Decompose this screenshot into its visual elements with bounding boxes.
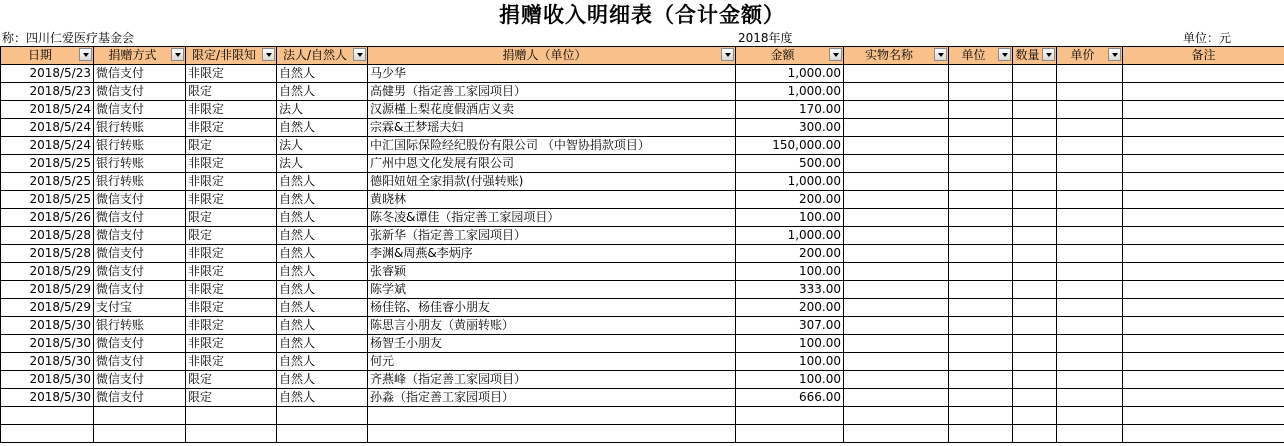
table-row <box>1 173 1284 191</box>
cell-amount[interactable]: 1,000.00 <box>736 227 844 245</box>
cell-entity-type[interactable]: 自然人 <box>277 335 368 353</box>
cell-quantity[interactable] <box>1013 299 1057 317</box>
cell-remarks[interactable] <box>1123 227 1284 245</box>
cell-unit[interactable] <box>949 389 1013 407</box>
header-entity-type-label: 法人/自然人 <box>282 48 348 62</box>
cell-item-name[interactable] <box>844 227 949 245</box>
cell-entity-type[interactable]: 自然人 <box>277 119 368 137</box>
header-date-label: 日期 <box>27 48 52 62</box>
cell-quantity[interactable] <box>1013 389 1057 407</box>
cell-unit[interactable] <box>949 335 1013 353</box>
cell-entity-type[interactable]: 自然人 <box>277 227 368 245</box>
cell-entity-type[interactable]: 自然人 <box>277 281 368 299</box>
cell-unit-price[interactable] <box>1057 65 1123 83</box>
table-row <box>1 119 1284 137</box>
cell-method[interactable]: 微信支付 <box>94 371 186 389</box>
empty-cell[interactable] <box>1123 407 1284 425</box>
cell-method[interactable]: 微信支付 <box>94 263 186 281</box>
table-row <box>1 353 1284 371</box>
header-remarks[interactable] <box>1123 47 1284 65</box>
cell-method[interactable]: 微信支付 <box>94 191 186 209</box>
cell-remarks[interactable] <box>1123 83 1284 101</box>
header-restriction-label: 限定/非限知 <box>191 48 257 62</box>
cell-remarks[interactable] <box>1123 191 1284 209</box>
cell-item-name[interactable] <box>844 65 949 83</box>
cell-amount[interactable]: 100.00 <box>736 263 844 281</box>
cell-restriction[interactable]: 非限定 <box>186 335 277 353</box>
cell-donor[interactable]: 杨智壬小朋友 <box>368 335 736 353</box>
cell-quantity[interactable] <box>1013 371 1057 389</box>
cell-restriction[interactable]: 非限定 <box>186 155 277 173</box>
cell-quantity[interactable] <box>1013 263 1057 281</box>
cell-amount[interactable]: 1,000.00 <box>736 65 844 83</box>
cell-method[interactable]: 微信支付 <box>94 389 186 407</box>
cell-entity-type[interactable]: 自然人 <box>277 65 368 83</box>
cell-unit-price[interactable] <box>1057 83 1123 101</box>
empty-cell[interactable] <box>1 407 94 425</box>
cell-restriction[interactable]: 非限定 <box>186 245 277 263</box>
cell-unit-price[interactable] <box>1057 191 1123 209</box>
year-label: 2018年度 <box>738 31 793 45</box>
header-unit-label: 单位 <box>961 48 986 62</box>
table-row <box>1 227 1284 245</box>
empty-cell[interactable] <box>186 407 277 425</box>
cell-unit[interactable] <box>949 371 1013 389</box>
cell-date[interactable]: 2018/5/24 <box>1 137 94 155</box>
cell-donor[interactable]: 中汇国际保险经纪股份有限公司 （中智协捐款项目） <box>368 137 736 155</box>
table-row <box>1 281 1284 299</box>
cell-amount[interactable]: 200.00 <box>736 245 844 263</box>
cell-unit-price[interactable] <box>1057 245 1123 263</box>
empty-cell[interactable] <box>186 425 277 443</box>
cell-remarks[interactable] <box>1123 335 1284 353</box>
cell-date[interactable]: 2018/5/30 <box>1 371 94 389</box>
cell-unit[interactable] <box>949 65 1013 83</box>
header-donor[interactable] <box>368 47 736 65</box>
empty-cell[interactable] <box>1123 425 1284 443</box>
cell-donor[interactable]: 黄晓林 <box>368 191 736 209</box>
header-amount-label: 金额 <box>770 48 795 62</box>
table-row <box>1 83 1284 101</box>
cell-amount[interactable]: 170.00 <box>736 101 844 119</box>
cell-restriction[interactable]: 限定 <box>186 209 277 227</box>
header-amount[interactable] <box>736 47 844 65</box>
cell-remarks[interactable] <box>1123 263 1284 281</box>
cell-amount[interactable]: 200.00 <box>736 299 844 317</box>
cell-remarks[interactable] <box>1123 371 1284 389</box>
cell-quantity[interactable] <box>1013 137 1057 155</box>
cell-quantity[interactable] <box>1013 245 1057 263</box>
table-row <box>1 335 1284 353</box>
filter-dropdown-icon[interactable] <box>998 48 1011 61</box>
cell-remarks[interactable] <box>1123 299 1284 317</box>
cell-item-name[interactable] <box>844 245 949 263</box>
cell-item-name[interactable] <box>844 173 949 191</box>
table-row <box>1 389 1284 407</box>
empty-cell[interactable] <box>1057 425 1123 443</box>
empty-cell[interactable] <box>949 425 1013 443</box>
cell-restriction[interactable]: 限定 <box>186 371 277 389</box>
cell-entity-type[interactable]: 法人 <box>277 155 368 173</box>
cell-quantity[interactable] <box>1013 227 1057 245</box>
cell-entity-type[interactable]: 法人 <box>277 101 368 119</box>
cell-entity-type[interactable]: 自然人 <box>277 389 368 407</box>
cell-date[interactable]: 2018/5/25 <box>1 173 94 191</box>
cell-unit[interactable] <box>949 119 1013 137</box>
cell-quantity[interactable] <box>1013 281 1057 299</box>
table-row <box>1 317 1284 335</box>
cell-amount[interactable]: 333.00 <box>736 281 844 299</box>
cell-remarks[interactable] <box>1123 137 1284 155</box>
cell-date[interactable]: 2018/5/26 <box>1 209 94 227</box>
cell-entity-type[interactable]: 自然人 <box>277 371 368 389</box>
cell-item-name[interactable] <box>844 335 949 353</box>
cell-unit[interactable] <box>949 299 1013 317</box>
cell-restriction[interactable]: 非限定 <box>186 65 277 83</box>
cell-item-name[interactable] <box>844 281 949 299</box>
filter-dropdown-icon[interactable] <box>829 48 842 61</box>
cell-donor[interactable]: 广州中恩文化发展有限公司 <box>368 155 736 173</box>
empty-cell[interactable] <box>1013 407 1057 425</box>
cell-item-name[interactable] <box>844 119 949 137</box>
cell-entity-type[interactable]: 自然人 <box>277 245 368 263</box>
cell-restriction[interactable]: 非限定 <box>186 101 277 119</box>
cell-restriction[interactable]: 非限定 <box>186 119 277 137</box>
empty-cell[interactable] <box>277 407 368 425</box>
cell-amount[interactable]: 100.00 <box>736 335 844 353</box>
cell-donor[interactable]: 李渊&周燕&李炳序 <box>368 245 736 263</box>
cell-amount[interactable]: 1,000.00 <box>736 83 844 101</box>
header-item-name-label: 实物名称 <box>864 48 913 62</box>
table-row <box>1 263 1284 281</box>
cell-amount[interactable]: 100.00 <box>736 209 844 227</box>
cell-unit[interactable] <box>949 353 1013 371</box>
cell-quantity[interactable] <box>1013 335 1057 353</box>
cell-amount[interactable]: 150,000.00 <box>736 137 844 155</box>
cell-method[interactable]: 银行转账 <box>94 155 186 173</box>
cell-unit[interactable] <box>949 245 1013 263</box>
cell-donor[interactable]: 宗霖&王梦瑶夫妇 <box>368 119 736 137</box>
cell-method[interactable]: 银行转账 <box>94 317 186 335</box>
header-quantity-label: 数量 <box>1015 48 1040 62</box>
cell-donor[interactable]: 马少华 <box>368 65 736 83</box>
cell-remarks[interactable] <box>1123 317 1284 335</box>
cell-remarks[interactable] <box>1123 155 1284 173</box>
cell-unit-price[interactable] <box>1057 389 1123 407</box>
empty-cell[interactable] <box>949 407 1013 425</box>
table-row <box>1 245 1284 263</box>
cell-remarks[interactable] <box>1123 65 1284 83</box>
table-row <box>1 137 1284 155</box>
cell-donor[interactable]: 高健男（指定善工家园项目） <box>368 83 736 101</box>
cell-method[interactable]: 微信支付 <box>94 65 186 83</box>
filter-dropdown-icon[interactable] <box>171 48 184 61</box>
cell-restriction[interactable]: 限定 <box>186 389 277 407</box>
cell-unit-price[interactable] <box>1057 353 1123 371</box>
cell-unit-price[interactable] <box>1057 209 1123 227</box>
cell-restriction[interactable]: 限定 <box>186 83 277 101</box>
filter-dropdown-icon[interactable] <box>353 48 366 61</box>
cell-unit-price[interactable] <box>1057 155 1123 173</box>
cell-date[interactable]: 2018/5/24 <box>1 119 94 137</box>
cell-item-name[interactable] <box>844 191 949 209</box>
cell-amount[interactable]: 1,000.00 <box>736 173 844 191</box>
cell-date[interactable]: 2018/5/25 <box>1 155 94 173</box>
cell-date[interactable]: 2018/5/29 <box>1 299 94 317</box>
empty-cell[interactable] <box>844 425 949 443</box>
cell-unit-price[interactable] <box>1057 371 1123 389</box>
cell-donor[interactable]: 陈思言小朋友（黄丽转账） <box>368 317 736 335</box>
cell-remarks[interactable] <box>1123 209 1284 227</box>
filter-dropdown-icon[interactable] <box>1042 48 1055 61</box>
cell-method[interactable]: 支付宝 <box>94 299 186 317</box>
table-row <box>1 101 1284 119</box>
filter-dropdown-icon[interactable] <box>79 48 92 61</box>
cell-remarks[interactable] <box>1123 281 1284 299</box>
cell-amount[interactable]: 666.00 <box>736 389 844 407</box>
cell-unit[interactable] <box>949 209 1013 227</box>
cell-donor[interactable]: 孙淼（指定善工家园项目） <box>368 389 736 407</box>
filter-dropdown-icon[interactable] <box>934 48 947 61</box>
cell-remarks[interactable] <box>1123 245 1284 263</box>
cell-donor[interactable]: 何元 <box>368 353 736 371</box>
cell-entity-type[interactable]: 自然人 <box>277 209 368 227</box>
empty-cell[interactable] <box>844 407 949 425</box>
cell-donor[interactable]: 齐燕峰（指定善工家园项目） <box>368 371 736 389</box>
cell-restriction[interactable]: 非限定 <box>186 317 277 335</box>
cell-entity-type[interactable]: 自然人 <box>277 83 368 101</box>
cell-quantity[interactable] <box>1013 173 1057 191</box>
unit-label: 单位：元 <box>1183 31 1232 45</box>
cell-date[interactable]: 2018/5/23 <box>1 83 94 101</box>
cell-method[interactable]: 微信支付 <box>94 353 186 371</box>
cell-entity-type[interactable]: 法人 <box>277 137 368 155</box>
cell-method[interactable]: 微信支付 <box>94 101 186 119</box>
cell-quantity[interactable] <box>1013 191 1057 209</box>
cell-quantity[interactable] <box>1013 317 1057 335</box>
cell-unit[interactable] <box>949 191 1013 209</box>
table-row <box>1 371 1284 389</box>
empty-row <box>1 425 1284 443</box>
cell-item-name[interactable] <box>844 83 949 101</box>
cell-date[interactable]: 2018/5/30 <box>1 335 94 353</box>
cell-donor[interactable]: 陈学斌 <box>368 281 736 299</box>
cell-unit[interactable] <box>949 281 1013 299</box>
table-row <box>1 209 1284 227</box>
header-row <box>1 47 1284 65</box>
empty-cell[interactable] <box>368 407 736 425</box>
header-method-label: 捐赠方式 <box>108 48 157 62</box>
cell-donor[interactable]: 德阳妞妞全家捐款(付强转账) <box>368 173 736 191</box>
cell-date[interactable]: 2018/5/23 <box>1 65 94 83</box>
cell-donor[interactable]: 杨佳铭、杨佳睿小朋友 <box>368 299 736 317</box>
cell-unit[interactable] <box>949 137 1013 155</box>
cell-unit[interactable] <box>949 101 1013 119</box>
header-quantity[interactable] <box>1013 47 1057 65</box>
cell-unit[interactable] <box>949 227 1013 245</box>
table-row <box>1 299 1284 317</box>
header-restriction[interactable] <box>186 47 277 65</box>
cell-unit-price[interactable] <box>1057 317 1123 335</box>
empty-cell[interactable] <box>94 407 186 425</box>
cell-unit[interactable] <box>949 173 1013 191</box>
empty-cell[interactable] <box>1013 425 1057 443</box>
organization-label: 称：四川仁爱医疗基金会 <box>2 31 135 45</box>
cell-amount[interactable]: 200.00 <box>736 191 844 209</box>
cell-unit-price[interactable] <box>1057 335 1123 353</box>
cell-unit[interactable] <box>949 155 1013 173</box>
cell-unit[interactable] <box>949 317 1013 335</box>
empty-row <box>1 407 1284 425</box>
filter-dropdown-icon[interactable] <box>721 48 734 61</box>
table-row <box>1 65 1284 83</box>
cell-method[interactable]: 银行转账 <box>94 119 186 137</box>
cell-donor[interactable]: 张睿颖 <box>368 263 736 281</box>
cell-remarks[interactable] <box>1123 101 1284 119</box>
header-date[interactable] <box>1 47 94 65</box>
cell-method[interactable]: 微信支付 <box>94 227 186 245</box>
cell-quantity[interactable] <box>1013 83 1057 101</box>
cell-amount[interactable]: 307.00 <box>736 317 844 335</box>
cell-amount[interactable]: 100.00 <box>736 371 844 389</box>
cell-restriction[interactable]: 非限定 <box>186 263 277 281</box>
cell-date[interactable]: 2018/5/28 <box>1 245 94 263</box>
header-unit-price-label: 单价 <box>1070 48 1095 62</box>
cell-restriction[interactable]: 非限定 <box>186 353 277 371</box>
cell-restriction[interactable]: 非限定 <box>186 191 277 209</box>
empty-cell[interactable] <box>736 407 844 425</box>
empty-cell[interactable] <box>368 425 736 443</box>
cell-restriction[interactable]: 限定 <box>186 137 277 155</box>
cell-amount[interactable]: 300.00 <box>736 119 844 137</box>
cell-item-name[interactable] <box>844 155 949 173</box>
cell-date[interactable]: 2018/5/25 <box>1 191 94 209</box>
spreadsheet-grid[interactable] <box>0 46 1284 443</box>
cell-unit-price[interactable] <box>1057 281 1123 299</box>
empty-cell[interactable] <box>1057 407 1123 425</box>
header-unit[interactable] <box>949 47 1013 65</box>
cell-quantity[interactable] <box>1013 101 1057 119</box>
cell-method[interactable]: 微信支付 <box>94 245 186 263</box>
table-row <box>1 191 1284 209</box>
cell-remarks[interactable] <box>1123 353 1284 371</box>
cell-method[interactable]: 银行转账 <box>94 173 186 191</box>
cell-restriction[interactable]: 限定 <box>186 227 277 245</box>
cell-entity-type[interactable]: 自然人 <box>277 353 368 371</box>
cell-item-name[interactable] <box>844 353 949 371</box>
cell-entity-type[interactable]: 自然人 <box>277 173 368 191</box>
cell-date[interactable]: 2018/5/30 <box>1 353 94 371</box>
cell-restriction[interactable]: 非限定 <box>186 281 277 299</box>
cell-unit-price[interactable] <box>1057 263 1123 281</box>
empty-cell[interactable] <box>94 425 186 443</box>
cell-donor[interactable]: 陈冬凌&谭佳（指定善工家园项目） <box>368 209 736 227</box>
cell-quantity[interactable] <box>1013 65 1057 83</box>
cell-entity-type[interactable]: 自然人 <box>277 263 368 281</box>
cell-unit-price[interactable] <box>1057 299 1123 317</box>
cell-unit-price[interactable] <box>1057 119 1123 137</box>
cell-item-name[interactable] <box>844 371 949 389</box>
cell-entity-type[interactable]: 自然人 <box>277 299 368 317</box>
cell-item-name[interactable] <box>844 101 949 119</box>
cell-remarks[interactable] <box>1123 389 1284 407</box>
cell-entity-type[interactable]: 自然人 <box>277 191 368 209</box>
cell-date[interactable]: 2018/5/24 <box>1 101 94 119</box>
cell-method[interactable]: 微信支付 <box>94 209 186 227</box>
header-entity-type[interactable] <box>277 47 368 65</box>
cell-quantity[interactable] <box>1013 353 1057 371</box>
cell-item-name[interactable] <box>844 209 949 227</box>
filter-dropdown-icon[interactable] <box>262 48 275 61</box>
cell-unit-price[interactable] <box>1057 227 1123 245</box>
cell-unit-price[interactable] <box>1057 137 1123 155</box>
header-remarks-label: 备注 <box>1191 48 1216 62</box>
table-row <box>1 155 1284 173</box>
cell-date[interactable]: 2018/5/28 <box>1 227 94 245</box>
cell-method[interactable]: 微信支付 <box>94 83 186 101</box>
cell-date[interactable]: 2018/5/30 <box>1 389 94 407</box>
cell-remarks[interactable] <box>1123 173 1284 191</box>
header-method[interactable] <box>94 47 186 65</box>
cell-date[interactable]: 2018/5/30 <box>1 317 94 335</box>
cell-unit[interactable] <box>949 83 1013 101</box>
cell-item-name[interactable] <box>844 299 949 317</box>
cell-amount[interactable]: 500.00 <box>736 155 844 173</box>
cell-quantity[interactable] <box>1013 119 1057 137</box>
cell-remarks[interactable] <box>1123 119 1284 137</box>
cell-amount[interactable]: 100.00 <box>736 353 844 371</box>
header-unit-price[interactable] <box>1057 47 1123 65</box>
cell-item-name[interactable] <box>844 389 949 407</box>
cell-unit-price[interactable] <box>1057 101 1123 119</box>
header-donor-label: 捐赠人（单位） <box>502 48 587 62</box>
cell-method[interactable]: 银行转账 <box>94 137 186 155</box>
header-item-name[interactable] <box>844 47 949 65</box>
cell-donor[interactable]: 张新华（指定善工家园项目） <box>368 227 736 245</box>
cell-item-name[interactable] <box>844 137 949 155</box>
cell-quantity[interactable] <box>1013 209 1057 227</box>
empty-cell[interactable] <box>277 425 368 443</box>
report-title: 捐赠收入明细表（合计金额） <box>499 2 785 27</box>
cell-item-name[interactable] <box>844 317 949 335</box>
cell-donor[interactable]: 汉源槿上梨花度假酒店义卖 <box>368 101 736 119</box>
empty-cell[interactable] <box>1 425 94 443</box>
cell-quantity[interactable] <box>1013 155 1057 173</box>
cell-restriction[interactable]: 非限定 <box>186 173 277 191</box>
cell-unit-price[interactable] <box>1057 173 1123 191</box>
filter-dropdown-icon[interactable] <box>1108 48 1121 61</box>
cell-item-name[interactable] <box>844 263 949 281</box>
cell-entity-type[interactable]: 自然人 <box>277 317 368 335</box>
cell-date[interactable]: 2018/5/29 <box>1 263 94 281</box>
cell-method[interactable]: 微信支付 <box>94 335 186 353</box>
cell-restriction[interactable]: 非限定 <box>186 299 277 317</box>
cell-date[interactable]: 2018/5/29 <box>1 281 94 299</box>
empty-cell[interactable] <box>736 425 844 443</box>
cell-unit[interactable] <box>949 263 1013 281</box>
cell-method[interactable]: 微信支付 <box>94 281 186 299</box>
